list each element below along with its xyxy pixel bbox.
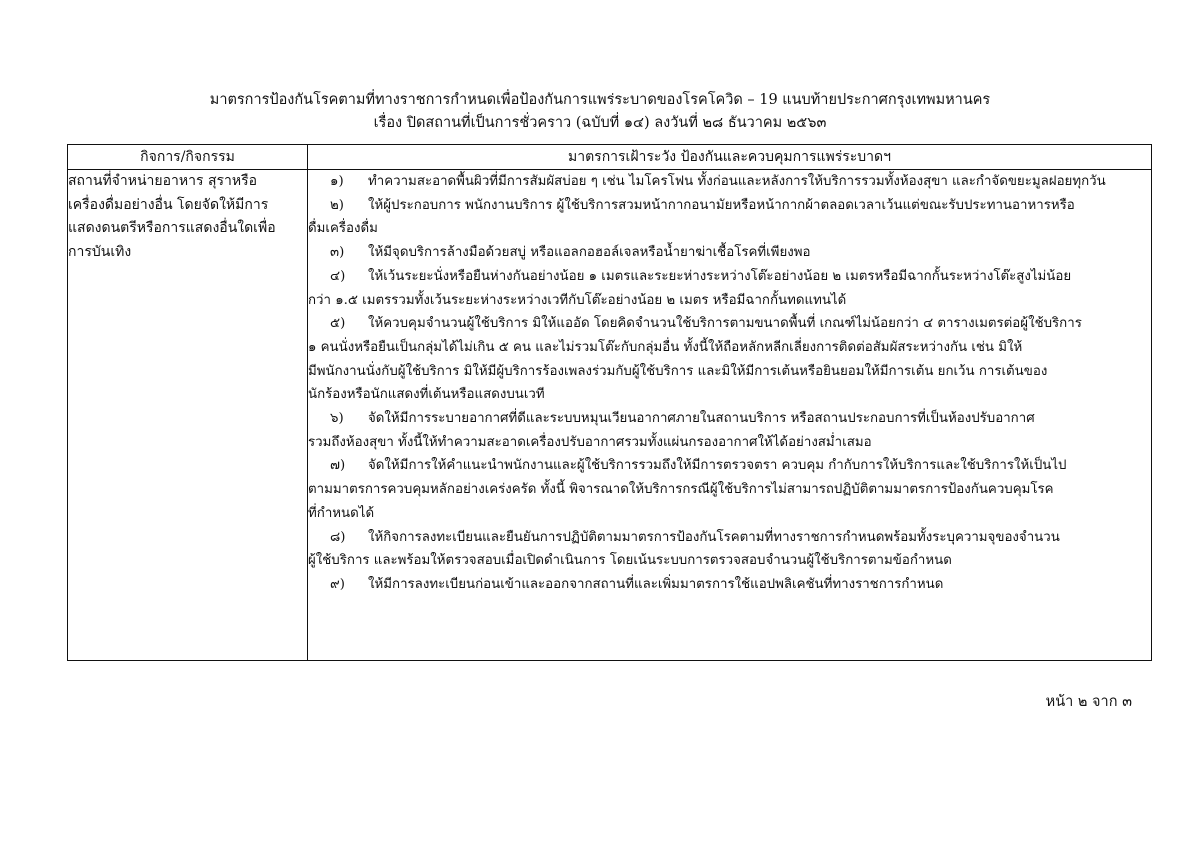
document-title-line-2: เรื่อง ปิดสถานที่เป็นการชั่วคราว (ฉบับที่ ๑๔) ลงวันที่ ๒๘ ธันวาคม ๒๕๖๓ — [373, 115, 827, 131]
measure-item-9 — [308, 573, 1151, 597]
measure-number: ๕) — [330, 316, 346, 332]
measure-continuation: กว่า ๑.๕ เมตรรวมทั้งเว้นระยะห่างระหว่างเวทีกับโต๊ะอย่างน้อย ๒ เมตร หรือมีฉากกั้นทดแทนได้ — [308, 292, 847, 308]
measure-number: ๗) — [330, 458, 346, 474]
measure-continuation: ๑ คนนั่งหรือยืนเป็นกลุ่มได้ไม่เกิน ๕ คน และไม่รวมโต๊ะกับกลุ่มอื่น ทั้งนี้ให้ถือหลักหลีกเลี่ยงการติดต่อสัมผัสระหว่างกัน เช่น มิให้ — [308, 339, 1023, 355]
header-measures: มาตรการเฝ้าระวัง ป้องกันและควบคุมการแพร่ระบาดฯ — [308, 145, 1152, 170]
measure-item-2 — [308, 194, 1151, 241]
business-line: แสดงดนตรีหรือการแสดงอื่นใดเพื่อ — [68, 220, 276, 237]
measures-table — [67, 144, 1152, 661]
business-line: เครื่องดื่มอย่างอื่น โดยจัดให้มีการ — [68, 196, 269, 213]
measure-number: ๒) — [330, 197, 344, 213]
measure-text: ให้ผู้ประกอบการ พนักงานบริการ ผู้ใช้บริการสวมหน้ากากอนามัยหรือหน้ากากผ้าตลอดเวลาเว้นแต่ขณะรับประทานอาหารหรือ — [368, 197, 1075, 213]
measure-number: ๑) — [330, 174, 344, 189]
measure-text: ให้เว้นระยะนั่งหรือยืนห่างกันอย่างน้อย ๑ เมตรและระยะห่างระหว่างโต๊ะอย่างน้อย ๒ เมตรหรือมีฉากกั้นระหว่างโต๊ะสูงไม่น้อย — [368, 268, 1072, 284]
measure-text: จัดให้มีการระบายอากาศที่ดีและระบบหมุนเวียนอากาศภายในสถานบริการ หรือสถานประกอบการที่เป็นห้องปรับอากาศ — [368, 411, 1035, 427]
measure-item-6 — [308, 407, 1151, 454]
measure-item-5 — [308, 312, 1151, 407]
measure-continuation: ที่กำหนดได้ — [308, 505, 375, 521]
business-cell — [68, 170, 308, 661]
measure-continuation: นักร้องหรือนักแสดงที่เต้นหรือแสดงบนเวที — [308, 387, 545, 403]
page-number: หน้า ๒ จาก ๓ — [1045, 694, 1132, 710]
business-line: การบันเทิง — [68, 244, 132, 261]
measure-text: ให้มีการลงทะเบียนก่อนเข้าและออกจากสถานที่และเพิ่มมาตรการใช้แอปพลิเคชันที่ทางราชการกำหนด — [368, 576, 944, 592]
measure-item-1 — [308, 170, 1151, 194]
measure-number: ๘) — [330, 529, 346, 545]
measure-text: ทำความสะอาดพื้นผิวที่มีการสัมผัสบ่อย ๆ เช่น ไมโครโฟน ทั้งก่อนและหลังการให้บริการรวมทั้งห้องสุขา และกำจัดขยะมูลฝอยทุกวัน — [368, 174, 1106, 189]
measure-continuation: รวมถึงห้องสุขา ทั้งนี้ให้ทำความสะอาดเครื่องปรับอากาศรวมทั้งแผ่นกรองอากาศให้ได้อย่างสม่ำเสมอ — [308, 434, 872, 450]
measure-continuation: ผู้ใช้บริการ และพร้อมให้ตรวจสอบเมื่อเปิดดำเนินการ โดยเน้นระบบการตรวจสอบจำนวนผู้ใช้บริการตามข้อกำหนด — [308, 553, 952, 569]
table-header-row — [68, 145, 1152, 170]
measure-text: ให้กิจการลงทะเบียนและยืนยันการปฏิบัติตามมาตรการป้องกันโรคตามที่ทางราชการกำหนดพร้อมทั้งระบุความจุของจำนวน — [368, 529, 1060, 545]
measure-number: ๓) — [330, 245, 345, 261]
business-line: สถานที่จำหน่ายอาหาร สุราหรือ — [68, 173, 258, 189]
measure-item-3 — [308, 241, 1151, 265]
measures-cell — [308, 170, 1152, 661]
measure-continuation: มีพนักงานนั่งกับผู้ใช้บริการ มิให้มีผู้บริการร้องเพลงร่วมกับผู้ใช้บริการ และมิให้มีการเต้นหรือยินยอมให้มีการเต้น ยกเว้น การเต้นของ — [308, 363, 1048, 379]
measure-number: ๖) — [330, 411, 344, 427]
measure-item-4 — [308, 265, 1151, 312]
measure-continuation: ดื่มเครื่องดื่ม — [308, 221, 378, 237]
measure-continuation: ตามมาตรการควบคุมหลักอย่างเคร่งครัด ทั้งนี้ พิจารณาดให้บริการกรณีผู้ใช้บริการไม่สามารถปฏิบัติตามมาตรการป้องกันควบคุมโรค — [308, 482, 1054, 498]
header-business: กิจการ/กิจกรรม — [68, 145, 308, 170]
measure-number: ๔) — [330, 268, 346, 284]
measure-number: ๙) — [330, 576, 345, 592]
measure-item-8 — [308, 526, 1151, 573]
measure-text: จัดให้มีการให้คำแนะนำพนักงานและผู้ใช้บริการรวมถึงให้มีการตรวจตรา ควบคุม กำกับการให้บริการและใช้บริการให้เป็นไป — [368, 458, 1067, 474]
measure-item-7 — [308, 454, 1151, 525]
measure-text: ให้ควบคุมจำนวนผู้ใช้บริการ มิให้แออัด โดยคิดจำนวนใช้บริการตามขนาดพื้นที่ เกณฑ์ไม่น้อยกว่า ๔ ตารางเมตรต่อผู้ใช้บริการ — [368, 316, 1082, 332]
measure-text: ให้มีจุดบริการล้างมือด้วยสบู่ หรือแอลกอฮอล์เจลหรือน้ำยาฆ่าเชื้อโรคที่เพียงพอ — [368, 245, 811, 261]
document-title-line-1: มาตรการป้องกันโรคตามที่ทางราชการกำหนดเพื่อป้องกันการแพร่ระบาดของโรคโควิด – 19 แนบท้ายประกาศกรุงเทพมหานคร — [209, 92, 991, 108]
table-row — [68, 170, 1152, 661]
